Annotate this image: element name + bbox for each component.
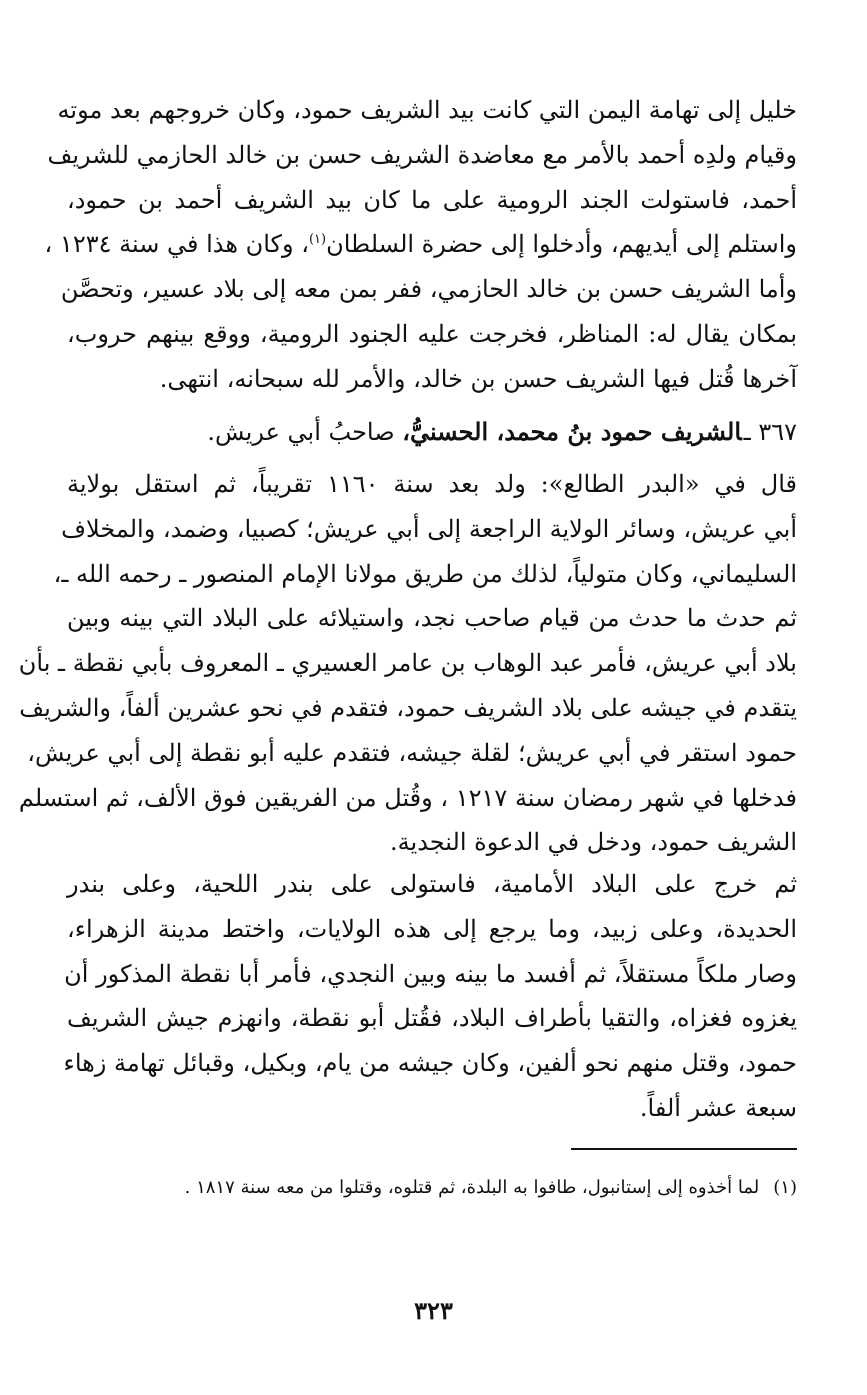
paragraph-continuation xyxy=(44,88,797,402)
text-line: خليل إلى تهامة اليمن التي كانت بيد الشريف حمود، وكان خروجهم بعد موته xyxy=(57,96,797,124)
entry-name: الشريف حمود بنُ محمد، الحسنيُّ، xyxy=(402,417,742,446)
page-number: ٣٢٣ xyxy=(414,1296,453,1325)
text-line: سبعة عشر ألفاً. xyxy=(639,1093,797,1122)
text-line: ثم خرج على البلاد الأمامية، فاستولى على بندر اللحية، وعلى بندر xyxy=(67,870,797,898)
text-line: يتقدم في جيشه على بلاد الشريف حمود، فتقدم في نحو عشرين ألفاً، والشريف xyxy=(19,693,797,722)
text-line: ثم حدث ما حدث من قيام صاحب نجد، واستيلائه على البلاد التي بينه وبين xyxy=(67,604,797,633)
footnote-mark: (١) xyxy=(773,1177,797,1198)
entry-title: صاحبُ أبي عريش. xyxy=(207,418,403,446)
paragraph-biography xyxy=(18,462,798,865)
paragraph-events xyxy=(63,862,797,1131)
text-segment: ، وكان هذا في سنة ١٢٣٤ ، xyxy=(44,230,309,259)
entry-number: ٣٦٧ ـ xyxy=(743,418,797,446)
text-line: وصار ملكاً مستقلاً، ثم أفسد ما بينه وبين النجدي، فأمر أبا نقطة المذكور أن xyxy=(64,959,797,988)
footnote-reference: (١) xyxy=(308,232,327,248)
text-line: آخرها قُتل فيها الشريف حسن بن خالد، والأمر لله سبحانه، انتهى. xyxy=(159,364,797,393)
text-line: حمود، وقتل منهم نحو ألفين، وكان جيشه من يام، وبكيل، وقبائل تهامة زهاء xyxy=(63,1049,797,1078)
footnote xyxy=(67,1173,797,1203)
text-line: حمود استقر في أبي عريش؛ لقلة جيشه، فتقدم عليه أبو نقطة إلى أبي عريش، xyxy=(27,738,797,767)
text-line: فدخلها في شهر رمضان سنة ١٢١٧ ، وقُتل من الفريقين فوق الألف، ثم استسلم xyxy=(18,783,797,812)
text-line: الحديدة، وعلى زبيد، وما يرجع إلى هذه الولايات، واختط مدينة الزهراء، xyxy=(67,914,797,943)
text-line: وأما الشريف حسن بن خالد الحازمي، ففر بمن معه إلى بلاد عسير، وتحصَّن xyxy=(60,275,797,304)
text-line: أبي عريش، وسائر الولاية الراجعة إلى أبي عريش؛ كصبيا، وضمد، والمخلاف xyxy=(61,514,797,543)
text-line: الشريف حمود، ودخل في الدعوة النجدية. xyxy=(390,828,797,857)
text-line: بمكان يقال له: المناظر، فخرجت عليه الجنود الرومية، ووقع بينهم حروب، xyxy=(67,319,797,348)
text-line: قال في «البدر الطالع»: ولد بعد سنة ١١٦٠ تقريباً، ثم استقل بولاية xyxy=(67,470,798,498)
footnote-divider xyxy=(571,1148,797,1150)
text-line: السليماني، وكان متولياً، لذلك من طريق مولانا الإمام المنصور ـ رحمه الله ـ، xyxy=(53,559,797,588)
text-line: أحمد، فاستولت الجند الرومية على ما كان بيد الشريف أحمد بن حمود، xyxy=(67,185,797,214)
text-line-with-footnote xyxy=(44,222,797,267)
text-line: بلاد أبي عريش، فأمر عبد الوهاب بن عامر العسيري ـ المعروف بأبي نقطة ـ بأن xyxy=(18,649,797,678)
text-segment: واستلم إلى أيديهم، وأدخلوا إلى حضرة السلطان xyxy=(326,230,797,259)
text-line: يغزوه فغزاه، والتقيا بأطراف البلاد، فقُتل أبو نقطة، وانهزم جيش الشريف xyxy=(67,1004,797,1033)
entry-heading xyxy=(67,410,797,454)
footnote-text: لما أخذوه إلى إستانبول، طافوا به البلدة، ثم قتلوه، وقتلوا من معه سنة ١٨١٧ . xyxy=(184,1177,760,1198)
text-line: وقيام ولدِه أحمد بالأمر مع معاضدة الشريف حسن بن خالد الحازمي للشريف xyxy=(47,140,797,169)
